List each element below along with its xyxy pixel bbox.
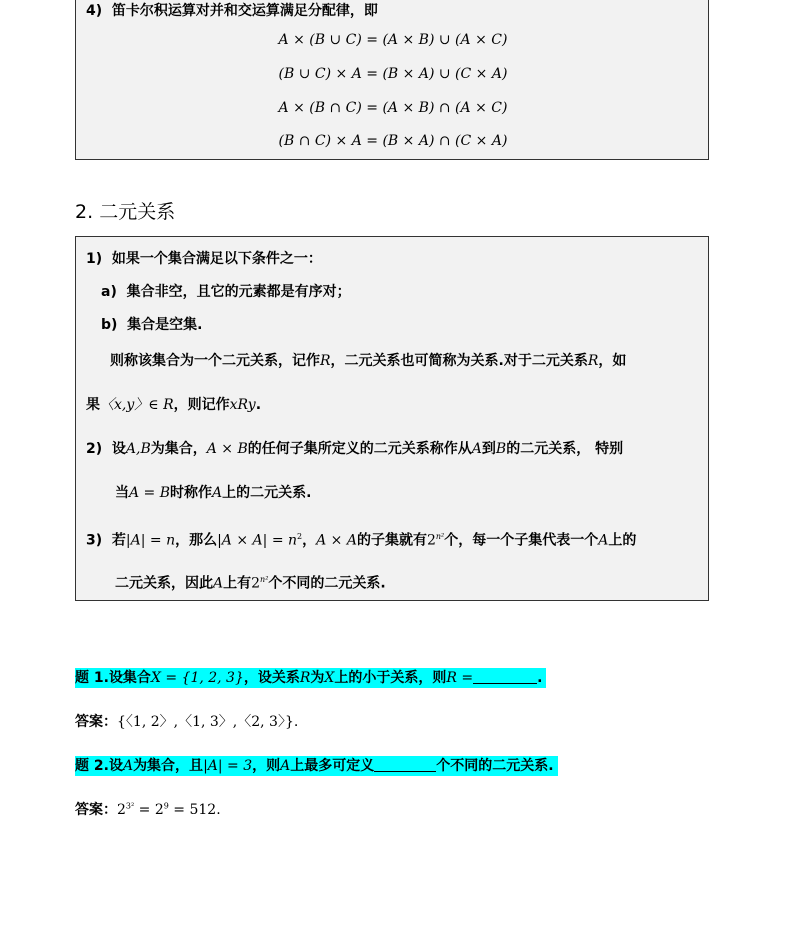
item-4: 4) 笛卡尔积运算对并和交运算满足分配律，即 — [86, 3, 378, 19]
definition-box-binary-relation — [75, 236, 709, 601]
item-1b: b) 集合是空集. — [101, 317, 203, 333]
item-3-line2: 二元关系，因此A上有$2^{n^2}$个不同的二元关系. — [115, 575, 386, 592]
answer-blank — [374, 757, 436, 772]
question-2: 题 2.设A为集合，且|A| = 3，则A上最多可定义 个不同的二元关系. — [75, 755, 558, 775]
formula-4: (B ∩ C) × A = (B × A) ∩ (C × A) — [278, 133, 508, 149]
item-3-line1: 3) 若|A| = n，那么$|A \times A| = n^2$，A × A的子集就有$2^{n^2}$个，每一个子集代表一个A上的 — [86, 532, 637, 549]
answer-2: 答案：$2^{3^2} = 2^9 = 512$. — [75, 801, 221, 818]
item-2-line2: 当A = B时称作A上的二元关系. — [115, 485, 312, 501]
formula-1: A × (B ∪ C) = (A × B) ∪ (A × C) — [278, 32, 508, 48]
definition-paragraph-line1: 则称该集合为一个二元关系，记作R，二元关系也可简称为关系.对于二元关系R，如 — [110, 353, 627, 369]
theorem-box-distributive — [75, 0, 709, 160]
section-heading: 2. 二元关系 — [75, 201, 176, 223]
answer-blank — [473, 669, 537, 684]
formula-3: A × (B ∩ C) = (A × B) ∩ (A × C) — [278, 100, 508, 116]
question-1: 题 1.设集合X = {1, 2, 3}，设关系R为X上的小于关系，则R = . — [75, 667, 546, 687]
definition-paragraph-line2: 果〈x,y〉∈ R，则记作xRy. — [86, 397, 262, 413]
item-1: 1) 如果一个集合满足以下条件之一： — [86, 251, 322, 267]
item-2-line1: 2) 设A,B为集合，A × B的任何子集所定义的二元关系称作从A到B的二元关系， 特别 — [86, 441, 624, 457]
formula-2: (B ∪ C) × A = (B × A) ∪ (C × A) — [278, 66, 508, 82]
item-1a: a) 集合非空，且它的元素都是有序对； — [101, 284, 351, 300]
answer-1: 答案：{〈1, 2〉,〈1, 3〉,〈2, 3〉}. — [75, 714, 299, 730]
